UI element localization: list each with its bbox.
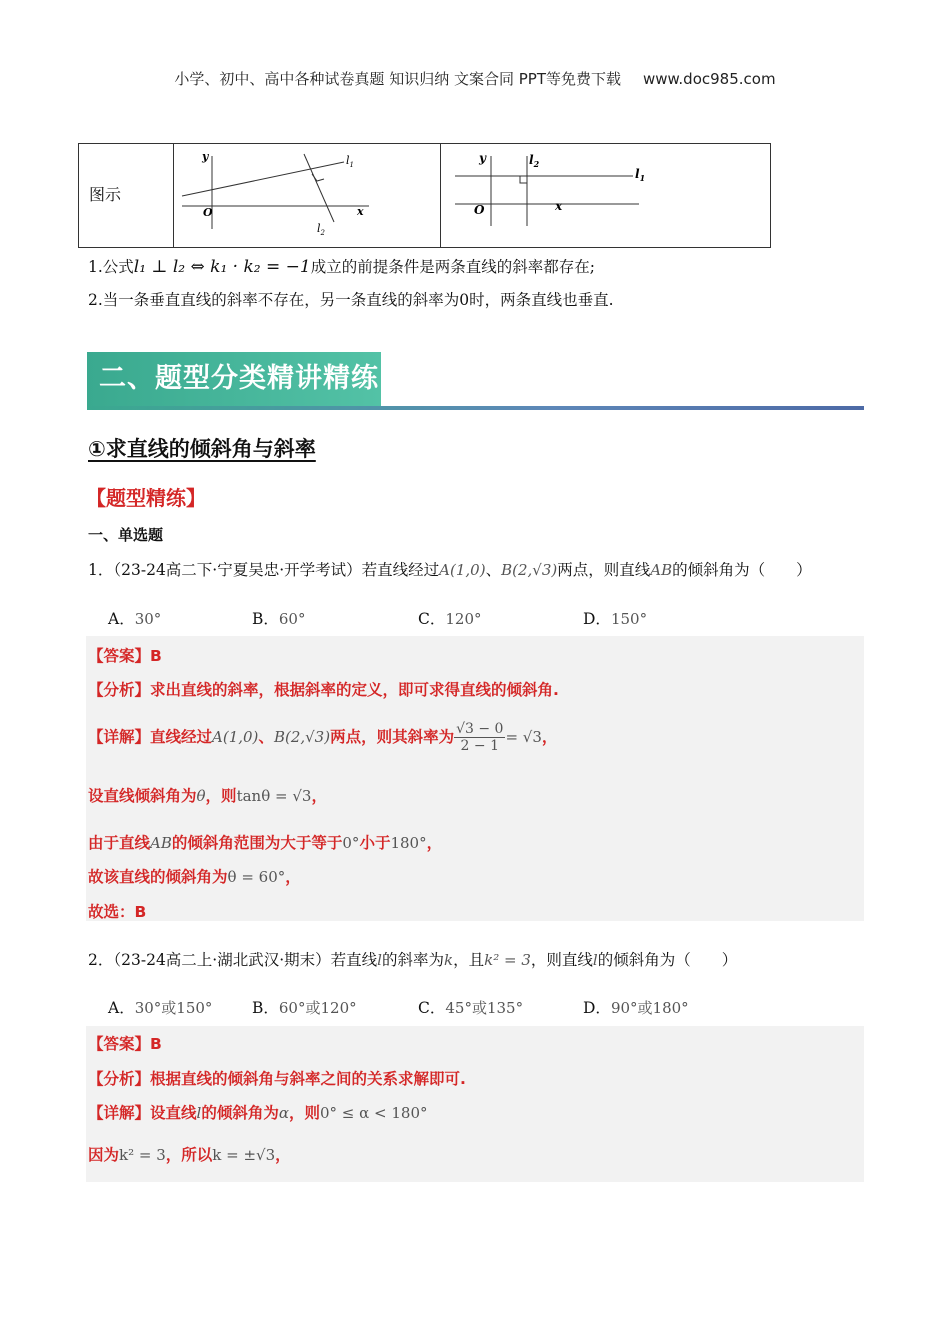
section-banner: 二、题型分类精讲精练	[87, 352, 381, 406]
fig2-y-label: y	[479, 151, 486, 165]
practice-title: 【题型精练】	[86, 486, 206, 510]
q1-option-a[interactable]: A．30°	[108, 610, 162, 628]
q1-choose: 故选：B	[88, 903, 147, 921]
fig1-l1-label: $l_1$	[346, 154, 354, 169]
question-1: 1．（23-24高二下·宁夏吴忠·开学考试）若直线经过A(1,0)、B(2,√3)两点，则直线AB的倾斜角为（ ）	[88, 561, 812, 579]
perpendicular-lines-figure-2	[441, 144, 770, 247]
q2-detail-line-1: 【详解】设直线l的倾斜角为α，则0° ≤ α < 180°	[88, 1104, 428, 1122]
q1-detail-line-3: 由于直线AB的倾斜角范围为大于等于0°小于180°，	[88, 834, 443, 852]
fig2-x-label: x	[555, 199, 563, 213]
q1-detail-line-1: 【详解】直线经过A(1,0)、B(2,√3)两点，则其斜率为 $\frac{√3 - 0}{2 - 1}$ = √3，	[88, 721, 558, 754]
q1-answer-block	[86, 636, 864, 921]
q1-detail-line-4: 故该直线的倾斜角为θ = 60°，	[88, 868, 301, 886]
q2-detail-line-2: 因为k² = 3，所以k = ±√3，	[88, 1146, 291, 1164]
perpendicular-formula: l₁ ⊥ l₂ ⇔ k₁ · k₂ = −1	[133, 257, 311, 277]
table-label: 图示	[89, 185, 122, 204]
q2-answer: 【答案】B	[88, 1035, 162, 1053]
perpendicular-lines-figure-1	[174, 144, 440, 247]
fig1-l2-label: $l_2$	[317, 222, 325, 237]
section-single-choice: 一、单选题	[88, 526, 164, 544]
figure-cell-1	[174, 144, 441, 247]
fig1-y-label: y	[202, 150, 209, 163]
fig2-origin-label: O	[474, 203, 485, 217]
fig1-origin-label: O	[203, 206, 213, 219]
fig1-x-label: x	[357, 205, 364, 218]
diagram-table	[78, 143, 771, 248]
fig2-l2-label: $l_2$	[529, 153, 540, 169]
q2-option-c[interactable]: C．45°或135°	[418, 999, 524, 1017]
header-text: 小学、初中、高中各种试卷真题 知识归纳 文案合同 PPT等免费下载	[174, 70, 621, 88]
topic-subheading: ①求直线的倾斜角与斜率	[88, 437, 316, 461]
q1-option-c[interactable]: C．120°	[418, 610, 482, 628]
question-2: 2．（23-24高二上·湖北武汉·期末）若直线l的斜率为k，且k² = 3，则直线l的倾斜角为（ ）	[88, 951, 738, 969]
q1-option-d[interactable]: D．150°	[583, 610, 648, 628]
figure-cell-2	[441, 144, 770, 247]
page-header	[0, 68, 950, 89]
table-label-cell	[79, 144, 174, 247]
fig2-l1-label: $l_1$	[635, 167, 646, 183]
q1-answer: 【答案】B	[88, 647, 162, 665]
note-1: 1.公式l₁ ⊥ l₂ ⇔ k₁ · k₂ = −1成立的前提条件是两条直线的斜率都存在;	[88, 257, 595, 277]
note-2: 2.当一条垂直直线的斜率不存在，另一条直线的斜率为0时，两条直线也垂直.	[88, 291, 614, 309]
q2-option-d[interactable]: D．90°或180°	[583, 999, 689, 1017]
slope-fraction: $\frac{√3 - 0}{2 - 1}$	[456, 721, 504, 754]
banner-rule	[87, 406, 864, 410]
q1-analysis: 【分析】求出直线的斜率，根据斜率的定义，即可求得直线的倾斜角.	[88, 681, 559, 699]
header-url[interactable]: www.doc985.com	[642, 70, 776, 88]
q1-option-b[interactable]: B．60°	[252, 610, 306, 628]
q2-option-b[interactable]: B．60°或120°	[252, 999, 357, 1017]
q2-option-a[interactable]: A．30°或150°	[108, 999, 213, 1017]
q2-answer-block	[86, 1026, 864, 1182]
q2-analysis: 【分析】根据直线的倾斜角与斜率之间的关系求解即可.	[88, 1070, 466, 1088]
q1-detail-line-2: 设直线倾斜角为θ，则tanθ = √3，	[88, 787, 327, 805]
